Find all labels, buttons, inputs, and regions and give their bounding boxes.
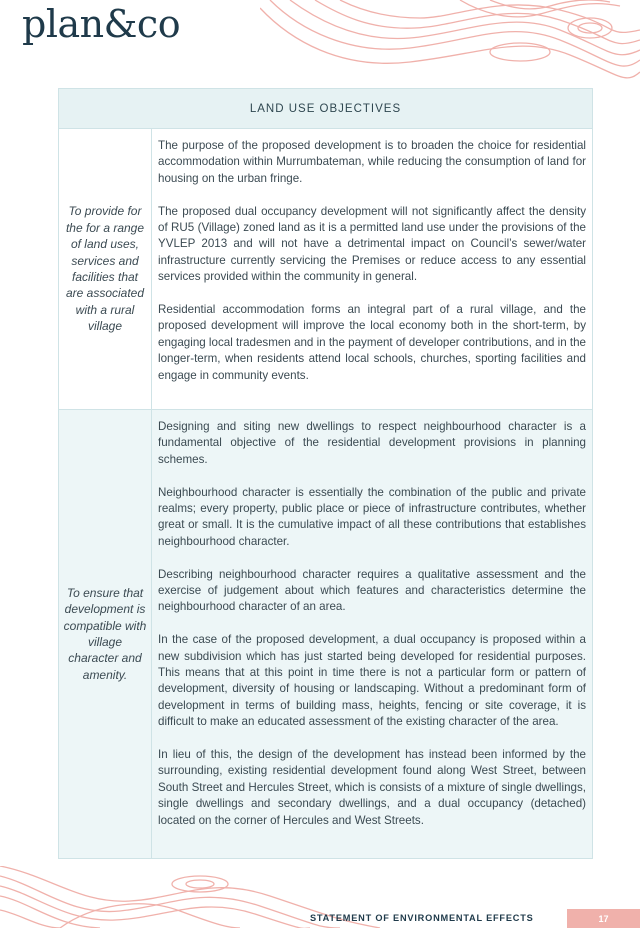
land-use-objectives-table (58, 88, 593, 859)
brand-logo: plan&co (22, 2, 181, 46)
page-number: 17 (567, 909, 640, 928)
paragraph: In lieu of this, the design of the development has instead been informed by the surrounding, existing residential development found along West Street, between South Street and Hercules Street, which is consists of a mixture of single dwellings, single dwellings and secondary dwellings, and a dual occupancy (detached) located on the corner of Hercules and West Streets. (158, 748, 586, 827)
footer-title: STATEMENT OF ENVIRONMENTAL EFFECTS (310, 913, 534, 923)
table-header: LAND USE OBJECTIVES (59, 89, 592, 129)
paragraph: Designing and siting new dwellings to respect neighbourhood character is a fundamental objective of the residential development provisions in planning schemes. (158, 420, 586, 466)
paragraph: Neighbourhood character is essentially the combination of the public and private realms; every property, public place or piece of infrastructure contributes, whether great or small. It is the cumulative impact of all these contributions that establishes neighbourhood character. (158, 485, 586, 548)
topographic-pattern-top (260, 0, 640, 80)
table-row (59, 129, 592, 410)
paragraph: The proposed dual occupancy development will not significantly affect the density of RU5 (Village) zoned land as it is a permitted land use under the provisions of the YVLEP 2013 and will not have a detrimental impact on Council’s sewer/water infrastructure currently servicing the Premises or reduce access to any essential services provided within the community in general. (158, 204, 586, 284)
objective-cell: To ensure that development is compatible with village character and amenity. (59, 410, 152, 858)
table-row (59, 410, 592, 858)
paragraph: The purpose of the proposed development is to broaden the choice for residential accommodation within Murrumbateman, while reducing the consumption of land for housing on the urban fringe. (158, 139, 586, 185)
objective-cell: To provide for the for a range of land uses, services and facilities that are associated with a rural village (59, 129, 152, 409)
assessment-cell (152, 410, 592, 858)
paragraph: In the case of the proposed development, a dual occupancy is proposed within a new subdivision which has just started being developed for residential purposes. This means that at this point in time there is not a particular form or pattern of development, diversity of housing or landscaping. Without a predominant form of development in terms of building mass, heights, fencing or site coverage, it is difficult to make an educated assessment of the existing character of the area. (158, 633, 586, 729)
paragraph: Describing neighbourhood character requires a qualitative assessment and the exercise of judgement about which features and characteristics determine the neighbourhood character of an area. (158, 567, 586, 614)
paragraph: Residential accommodation forms an integral part of a rural village, and the proposed development will improve the local economy both in the short-term, by engaging local tradesmen and in the payment of developer contributions, and in the longer-term, when residents attend local schools, churches, sporting facilities and engage in community events. (158, 303, 586, 382)
assessment-cell (152, 129, 592, 409)
